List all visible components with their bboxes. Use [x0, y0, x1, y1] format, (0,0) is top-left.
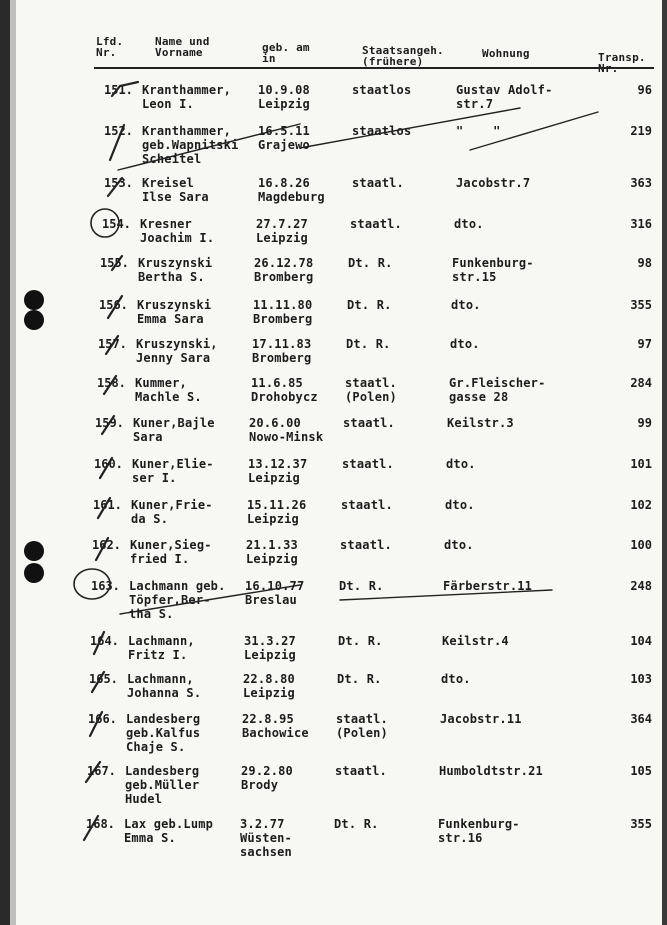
entry-birth: 22.8.95 Bachowice: [242, 712, 309, 740]
entry-address: dto.: [441, 672, 471, 686]
entry-birth: 3.2.77 Wüsten- sachsen: [240, 817, 292, 859]
entry-citizenship: staatl.: [342, 457, 394, 471]
entry-number: 151.: [104, 83, 133, 97]
entry-number: 154.: [102, 217, 131, 231]
entry-transport-nr: 98: [637, 256, 652, 270]
check-mark: [108, 296, 122, 318]
entry-transport-nr: 105: [630, 764, 652, 778]
entry-birth: 31.3.27 Leipzig: [244, 634, 296, 662]
check-mark: [112, 82, 138, 96]
entry-number: 153.: [104, 176, 133, 190]
header-name: Name und Vorname: [155, 35, 210, 59]
check-mark: [84, 816, 98, 840]
check-mark: [92, 672, 104, 692]
entry-address: dto.: [454, 217, 484, 231]
strike-line: [340, 590, 552, 600]
entry-number: 160.: [94, 457, 123, 471]
entry-number: 155.: [100, 256, 129, 270]
check-mark: [90, 712, 102, 736]
entry-citizenship: Dt. R.: [338, 634, 383, 648]
entry-number: 162.: [92, 538, 121, 552]
entry-name: Lachmann geb. Töpfer,Ber- tha S.: [129, 579, 226, 621]
entry-name: Kranthammer, geb.Wapnitski Scheitel: [142, 124, 239, 166]
header-wohnung: Wohnung: [482, 47, 530, 60]
strike-line: [118, 124, 300, 170]
entry-citizenship: Dt. R.: [347, 298, 392, 312]
entry-number: 159.: [95, 416, 124, 430]
entry-transport-nr: 104: [630, 634, 652, 648]
entry-name: Kuner,Frie- da S.: [131, 498, 213, 526]
entry-birth: 16.5.11 Grajewo: [258, 124, 310, 152]
strike-line: [120, 585, 300, 614]
entry-transport-nr: 284: [630, 376, 652, 390]
entry-citizenship: staatl.: [343, 416, 395, 430]
entry-citizenship: Dt. R.: [337, 672, 382, 686]
entry-citizenship: staatl.: [350, 217, 402, 231]
entry-name: Landesberg geb.Kalfus Chaje S.: [126, 712, 201, 754]
entry-birth: 16.10.77 Breslau: [245, 579, 305, 607]
entry-number: 157.: [98, 337, 127, 351]
entry-transport-nr: 101: [630, 457, 652, 471]
entry-transport-nr: 363: [630, 176, 652, 190]
strike-line: [470, 112, 598, 150]
entry-transport-nr: 219: [630, 124, 652, 138]
entry-birth: 13.12.37 Leipzig: [248, 457, 308, 485]
entry-birth: 11.11.80 Bromberg: [253, 298, 313, 326]
entry-citizenship: staatl.: [352, 176, 404, 190]
entry-transport-nr: 248: [630, 579, 652, 593]
entry-birth: 22.8.80 Leipzig: [243, 672, 295, 700]
entry-address: Keilstr.4: [442, 634, 509, 648]
entry-citizenship: Dt. R.: [339, 579, 384, 593]
entry-birth: 15.11.26 Leipzig: [247, 498, 307, 526]
entry-birth: 26.12.78 Bromberg: [254, 256, 314, 284]
entry-number: 164.: [90, 634, 119, 648]
entry-transport-nr: 103: [630, 672, 652, 686]
entry-address: dto.: [451, 298, 481, 312]
check-mark: [112, 256, 122, 270]
entry-name: Kruszynski Bertha S.: [138, 256, 213, 284]
circle-mark: [91, 209, 119, 237]
entry-transport-nr: 100: [630, 538, 652, 552]
entry-transport-nr: 355: [630, 298, 652, 312]
entry-number: 167.: [87, 764, 116, 778]
entry-address: Keilstr.3: [447, 416, 514, 430]
entry-transport-nr: 102: [630, 498, 652, 512]
entry-name: Kreisel Ilse Sara: [142, 176, 209, 204]
entry-name: Kruszynski, Jenny Sara: [136, 337, 218, 365]
entry-number: 156.: [99, 298, 128, 312]
check-mark: [98, 498, 110, 518]
check-mark: [104, 376, 116, 394]
entry-citizenship: Dt. R.: [346, 337, 391, 351]
entry-transport-nr: 96: [637, 83, 652, 97]
entry-citizenship: staatlos: [352, 124, 412, 138]
header-transp: Transp. Nr.: [598, 51, 646, 75]
entry-birth: 17.11.83 Bromberg: [252, 337, 312, 365]
entry-birth: 10.9.08 Leipzig: [258, 83, 310, 111]
entry-birth: 27.7.27 Leipzig: [256, 217, 308, 245]
check-mark: [96, 538, 108, 560]
entry-name: Lachmann, Johanna S.: [127, 672, 202, 700]
entry-birth: 16.8.26 Magdeburg: [258, 176, 325, 204]
check-mark: [86, 762, 100, 782]
entry-name: Kruszynski Emma Sara: [137, 298, 212, 326]
check-mark: [106, 336, 118, 354]
entry-name: Lachmann, Fritz I.: [128, 634, 195, 662]
entry-name: Landesberg geb.Müller Hudel: [125, 764, 200, 806]
entry-address: dto.: [444, 538, 474, 552]
entry-citizenship: staatl. (Polen): [336, 712, 388, 740]
entry-name: Kuner,Bajle Sara: [133, 416, 215, 444]
header-geb: geb. am in: [262, 41, 310, 65]
circle-mark: [74, 569, 110, 599]
check-mark: [94, 632, 104, 654]
entry-number: 161.: [93, 498, 122, 512]
entry-number: 163.: [91, 579, 120, 593]
entry-number: 166.: [88, 712, 117, 726]
check-mark: [110, 125, 124, 160]
entry-citizenship: Dt. R.: [334, 817, 379, 831]
entry-transport-nr: 99: [637, 416, 652, 430]
entry-citizenship: Dt. R.: [348, 256, 393, 270]
entry-address: dto.: [445, 498, 475, 512]
entry-name: Kranthammer, Leon I.: [142, 83, 232, 111]
entry-transport-nr: 97: [637, 337, 652, 351]
entry-name: Kresner Joachim I.: [140, 217, 215, 245]
strike-line: [300, 108, 520, 148]
entry-citizenship: staatl.: [335, 764, 387, 778]
entry-citizenship: staatl.: [340, 538, 392, 552]
entry-address: Färberstr.11: [443, 579, 533, 593]
entry-birth: 21.1.33 Leipzig: [246, 538, 298, 566]
entry-birth: 20.6.00 Nowo-Minsk: [249, 416, 324, 444]
entry-address: " ": [456, 124, 501, 138]
entry-address: Jacobstr.11: [440, 712, 522, 726]
entry-number: 165.: [89, 672, 118, 686]
entry-citizenship: staatlos: [352, 83, 412, 97]
entry-citizenship: staatl.: [341, 498, 393, 512]
entry-number: 168.: [86, 817, 115, 831]
entry-address: Funkenburg- str.15: [452, 256, 534, 284]
entry-address: Gr.Fleischer- gasse 28: [449, 376, 546, 404]
entry-number: 152.: [104, 124, 133, 138]
header-staat: Staatsangeh. (frühere): [362, 44, 444, 68]
entry-birth: 29.2.80 Brody: [241, 764, 293, 792]
entry-name: Kuner,Sieg- fried I.: [130, 538, 212, 566]
entry-name: Kummer, Machle S.: [135, 376, 202, 404]
entry-name: Lax geb.Lump Emma S.: [124, 817, 214, 845]
entry-address: Funkenburg- str.16: [438, 817, 520, 845]
entry-citizenship: staatl. (Polen): [345, 376, 397, 404]
entry-address: Jacobstr.7: [456, 176, 531, 190]
check-mark: [108, 178, 122, 196]
header-lfd-nr: Lfd. Nr.: [96, 35, 124, 59]
check-mark: [100, 458, 112, 478]
entry-transport-nr: 316: [630, 217, 652, 231]
check-mark: [102, 416, 114, 434]
entry-transport-nr: 355: [630, 817, 652, 831]
entry-name: Kuner,Elie- ser I.: [132, 457, 214, 485]
entry-birth: 11.6.85 Drohobycz: [251, 376, 318, 404]
entry-transport-nr: 364: [630, 712, 652, 726]
entry-address: dto.: [446, 457, 476, 471]
entry-address: Humboldtstr.21: [439, 764, 543, 778]
entry-address: dto.: [450, 337, 480, 351]
entry-number: 158.: [97, 376, 126, 390]
entry-address: Gustav Adolf- str.7: [456, 83, 553, 111]
